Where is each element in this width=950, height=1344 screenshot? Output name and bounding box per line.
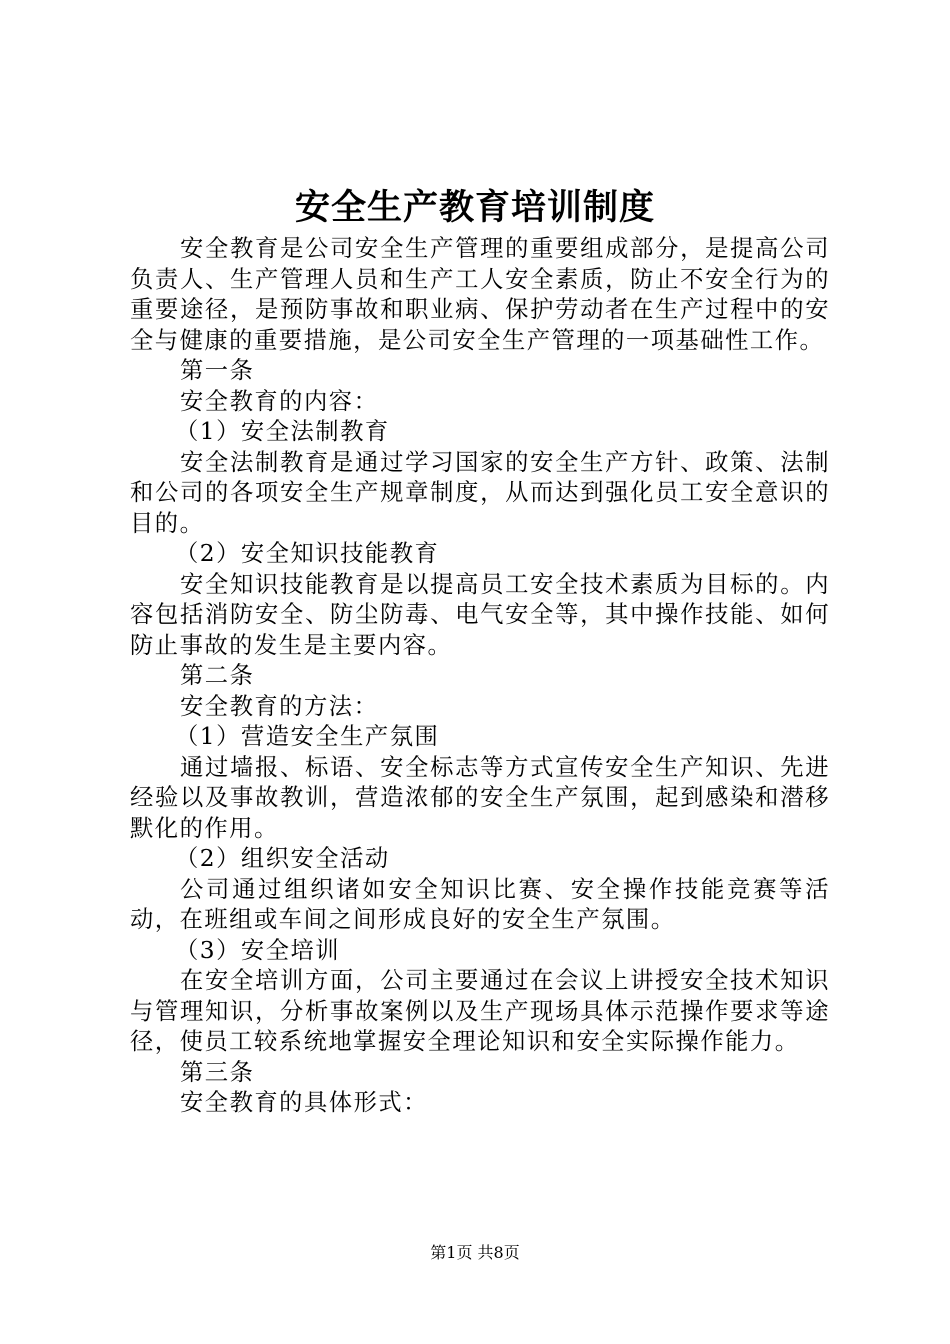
- article-heading-1: 第一条: [180, 357, 255, 384]
- paragraph-skills: 安全知识技能教育是以提高员工安全技术素质为目标的。内容包括消防安全、防尘防毒、电气安全等，其中操作技能、如何防止事故的发生是主要内容。: [130, 570, 830, 659]
- section-heading-forms: 安全教育的具体形式：: [180, 1089, 428, 1116]
- section-heading-methods: 安全教育的方法：: [180, 692, 379, 720]
- document-body: [130, 234, 830, 1119]
- paragraph-activities: 公司通过组织诸如安全知识比赛、安全操作技能竞赛等活动，在班组或车间之间形成良好的安全生产氛围。: [130, 875, 830, 933]
- item-heading-atmosphere: （1）营造安全生产氛围: [175, 723, 440, 750]
- paragraph-training: 在安全培训方面，公司主要通过在会议上讲授安全技术知识与管理知识，分析事故案例以及生产现场具体示范操作要求等途径，使员工较系统地掌握安全理论知识和安全实际操作能力。: [130, 967, 830, 1055]
- article-heading-3: 第三条: [180, 1058, 255, 1086]
- item-heading-legal: （1）安全法制教育: [175, 418, 390, 445]
- item-heading-activities: （2）组织安全活动: [175, 845, 390, 872]
- item-heading-training: （3）安全培训: [175, 936, 341, 964]
- paragraph-atmosphere: 通过墙报、标语、安全标志等方式宣传安全生产知识、先进经验以及事故教训，营造浓郁的安全生产氛围，起到感染和潜移默化的作用。: [130, 753, 830, 842]
- document-title: 安全生产教育培训制度: [294, 187, 655, 228]
- page-footer: 第1页 共8页: [430, 1243, 520, 1262]
- paragraph-legal: 安全法制教育是通过学习国家的安全生产方针、政策、法制和公司的各项安全生产规章制度，从而达到强化员工安全意识的目的。: [130, 448, 830, 537]
- section-heading-content: 安全教育的内容：: [180, 387, 379, 415]
- paragraph-intro: 安全教育是公司安全生产管理的重要组成部分，是提高公司负责人、生产管理人员和生产工人安全素质，防止不安全行为的重要途径，是预防事故和职业病、保护劳动者在生产过程中的安全与健康的重要措施，是公司安全生产管理的一项基础性工作。: [130, 235, 830, 354]
- article-heading-2: 第二条: [180, 662, 255, 689]
- item-heading-skills: （2）安全知识技能教育: [175, 540, 440, 567]
